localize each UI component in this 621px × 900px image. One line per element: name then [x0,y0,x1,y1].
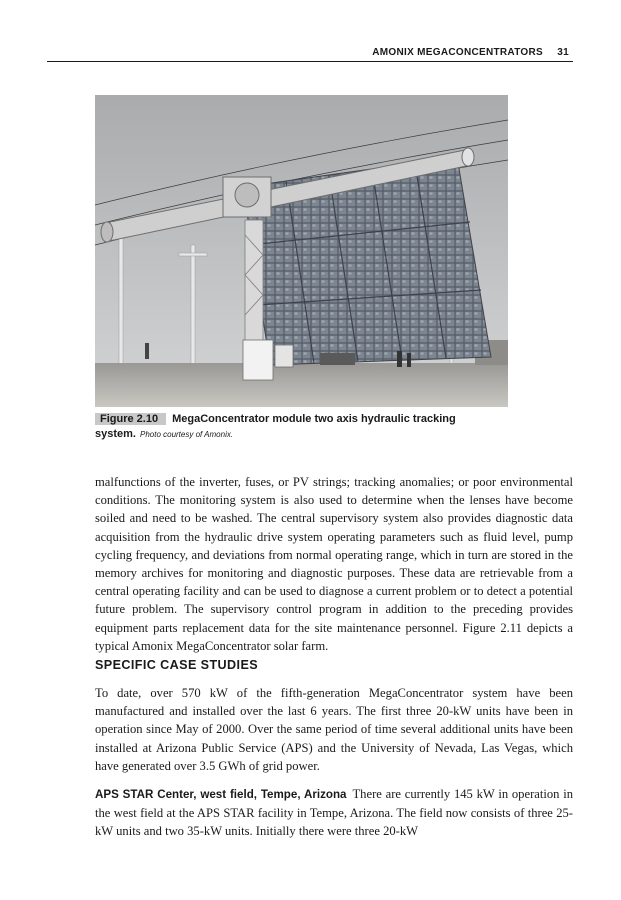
paragraph-case-studies: To date, over 570 kW of the fifth-generation MegaConcentrator system have been manufactured and installed over the last 6 years. The first three 20-kW units have been in operation since May of 2000. Over the same period of time several additional units have been installed at Arizona Public Service (APS) and the University of Nevada, Las Vegas, which have generated over 3.5 GWh of grid power. [95,686,573,773]
running-head [47,45,573,62]
figure-photo [95,95,508,407]
run-in-heading: APS STAR Center, west field, Tempe, Arizona [95,788,347,801]
section-heading: SPECIFIC CASE STUDIES [95,658,259,672]
running-head-title: AMONIX MEGACONCENTRATORS [372,47,543,58]
paragraph-monitoring: malfunctions of the inverter, fuses, or PV strings; tracking anomalies; or poor environmental conditions. The monitoring system is also used to determine when the lenses have become soiled and need to be washed. The central supervisory system also provides diagnostic data acquisition from the hydraulic drive system operating parameters such as fluid level, pump cycling frequency, and deviations from normal operating range, which in turn are stored in the memory archives for monitoring and diagnostic purposes. These data are retrievable from a central operating facility and can be used to diagnose a current problem or to detect a potential future problem. The supervisory control program in addition to the preceding provides equipment parts replacement data for the site maintenance personnel. Figure 2.11 depicts a typical Amonix MegaConcentrator solar farm. [95,475,573,653]
paragraph-aps-star [95,785,573,841]
page-number: 31 [557,47,569,58]
figure-caption-text: MegaConcentrator module two axis hydraulic tracking system. [95,413,456,440]
figure-label: Figure 2.10 [95,413,166,425]
paragraph-aps-star-text: There are currently 145 kW in operation in the west field at the APS STAR facility in Tempe, Arizona. The field now consists of three 25-kW units and two 35-kW units. Initially there were three 20-kW [95,787,573,839]
figure-caption [95,412,515,442]
figure-credit: Photo courtesy of Amonix. [139,430,234,439]
